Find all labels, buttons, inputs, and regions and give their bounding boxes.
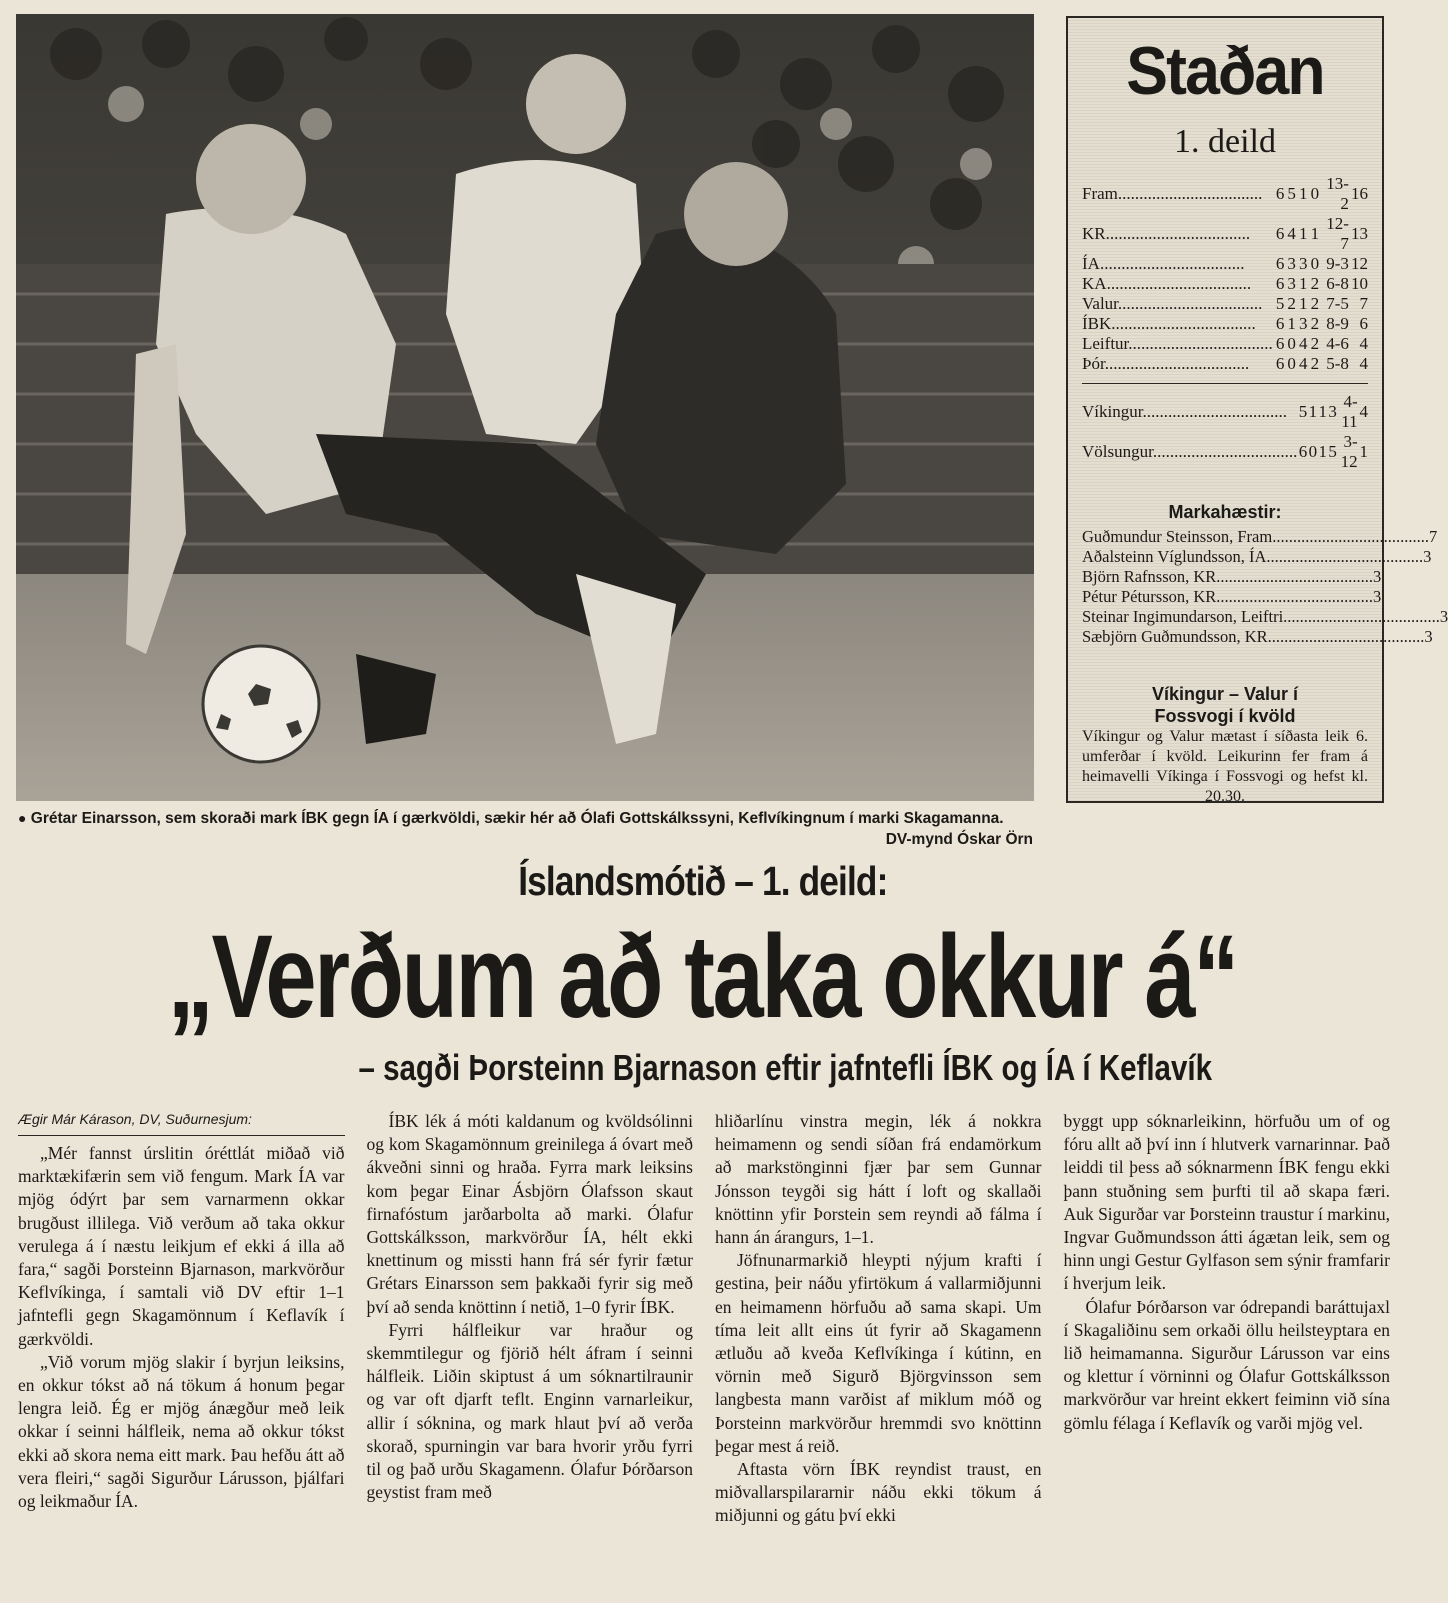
losses: 2: [1310, 314, 1320, 333]
draws: 1: [1299, 274, 1308, 293]
article-column-2: [367, 1110, 694, 1603]
team-label: Fram: [1082, 184, 1118, 203]
points: 16: [1351, 184, 1368, 203]
team-label: ÍBK: [1082, 314, 1112, 333]
top-scorers-title: Markahæstir:: [1168, 502, 1282, 522]
table-row: [1082, 354, 1368, 374]
goal-record: 12-7: [1326, 214, 1349, 253]
points: 12: [1351, 254, 1368, 273]
goal-record: 7-5: [1326, 294, 1349, 313]
team-label: Þór: [1082, 354, 1105, 373]
games-played: 6: [1275, 184, 1285, 203]
paragraph: „Við vorum mjög slakir í byrjun leiksins, en okkur tókst að ná tökum á honum þegar lengra leið. Ég er mjög ánægður með leik okkar í seinni hálfleik, nema að okkur tókst ekki að skora nema eitt mark. Þau hefðu átt að vera fleiri,“ sagði Sigurður Lárusson, þjálfari og leikmaður ÍA.: [18, 1351, 345, 1512]
points: 13: [1351, 224, 1368, 243]
paragraph: Ólafur Þórðarson var ódrepandi baráttujaxl í Skagaliðinu sem orkaði öllu heilsteyptara en lið heimamanna. Sigurður Lárusson var eins og klettur í vörninni og Ólafur Gottskálksson markvörður var hreint ekkert feiminn við sína gömlu félaga í Keflavík og varði mjög vel.: [1063, 1296, 1390, 1433]
scorer-goals: 3: [1439, 607, 1448, 626]
top-scorers-list: [1082, 527, 1448, 647]
article-column-4: [1064, 1110, 1391, 1603]
scorer-name: Steinar Ingimundarson, Leiftri: [1082, 607, 1284, 626]
goal-record: 8-9: [1326, 314, 1349, 333]
leader-dots: ..................................: [1105, 224, 1251, 243]
wins: 1: [1308, 402, 1318, 421]
scorer-row: [1082, 527, 1438, 547]
goal-record: 4-6: [1326, 334, 1349, 353]
goal-record: 13-2: [1326, 174, 1349, 213]
paragraph: hliðarlínu vinstra megin, lék á nokkra heimamenn og sendi síðan frá endamörkum að markstönginni fjær þar sem Gunnar Jónsson teygði sig hátt í loft og skallaði knöttinn yfir Þorstein sem reyndi að fálma í hann án árangurs, 1–1.: [715, 1111, 1042, 1248]
leader-dots: ..................................: [1117, 294, 1263, 313]
leader-dots: ..................................: [1128, 334, 1273, 353]
losses: 0: [1310, 254, 1320, 273]
match-notice-title: [1082, 683, 1368, 727]
draws: 3: [1299, 314, 1308, 333]
paragraph: Aftasta vörn ÍBK reyndist traust, en miðvallarspilararnir náðu ekki tökum á miðjunni og gátu því ekki: [715, 1459, 1042, 1526]
match-notice-body: Víkingur og Valur mætast í síðasta leik 6. umferðar í kvöld. Leikurinn fer fram á heimavelli Víkinga í Fossvogi og hefst kl. 20.30.: [1082, 728, 1368, 805]
leader-dots: ......................................: [1267, 627, 1425, 646]
match-notice-title-line1: Víkingur – Valur í: [1151, 684, 1299, 704]
paragraph: ÍBK lék á móti kaldanum og kvöldsólinni og kom Skagamönnum greinilega á óvart með ákveðni sinni og hraða. Fyrra mark leiksins kom þegar Einar Ásbjörn Ólafsson skaut firnafóstum jarðarbolta að marki. Ólafur Gottskálksson, markvörður ÍA, hélt ekki knettinum og missti hann frá sér fyrir fætur Grétars Einarsson sem þakkaði fyrir sig með því að senda knöttinn í netið, 1–0 fyrir ÍBK.: [366, 1111, 693, 1317]
standings-box: [1066, 16, 1448, 805]
games-played: 6: [1275, 254, 1285, 273]
losses: 1: [1310, 224, 1320, 243]
table-row: [1082, 294, 1368, 314]
team-label: ÍA: [1082, 254, 1100, 273]
photo-credit: DV-mynd Óskar Örn: [885, 831, 1033, 848]
leader-dots: ..................................: [1117, 184, 1263, 203]
draws: 1: [1299, 184, 1308, 203]
games-played: 6: [1275, 314, 1285, 333]
team-name: [1082, 314, 1273, 334]
draws: 1: [1318, 442, 1327, 461]
points: 4: [1359, 402, 1368, 421]
table-row: [1082, 432, 1368, 472]
team-label: Valur: [1082, 294, 1118, 313]
goal-record: 5-8: [1326, 354, 1349, 373]
leader-dots: ......................................: [1272, 527, 1429, 546]
table-row: [1082, 254, 1368, 274]
article-kicker: Íslandsmótið – 1. deild:: [518, 858, 888, 904]
table-row: [1082, 274, 1368, 294]
team-name: [1082, 274, 1273, 294]
paragraph: byggt upp sóknarleikinn, hörfuðu um of og fóru allt að því inn í hlutverk varnarinnar. Það leiddi til þess að sóknarmenn ÍBK fengu ekki þann stuðning sem þurfti til að skapa færi. Auk Sigurðar var Þorsteinn traustur í markinu, Ingvar Guðmundsson átti ágætan leik, sem og hinn ungi Gestur Gylfason sem sýnir framfarir í hverjum leik.: [1063, 1111, 1390, 1294]
leader-dots: ..................................: [1106, 274, 1252, 293]
scorer-goals: 3: [1423, 547, 1432, 566]
wins: 2: [1287, 294, 1296, 313]
team-name: [1082, 254, 1273, 274]
league-name: 1. deild: [1174, 123, 1276, 160]
leader-dots: ......................................: [1266, 547, 1424, 566]
team-name: [1082, 174, 1273, 214]
scorer-goals: 3: [1373, 587, 1382, 606]
draws: 3: [1299, 254, 1308, 273]
scorer-goals: 3: [1424, 627, 1433, 646]
scorer-name: Guðmundur Steinsson, Fram: [1082, 527, 1273, 546]
draws: 4: [1299, 354, 1308, 373]
draws: 4: [1299, 334, 1308, 353]
leader-dots: ......................................: [1216, 587, 1374, 606]
league-table-bottom: [1082, 392, 1368, 472]
scorer-name: Aðalsteinn Víglundsson, ÍA: [1082, 547, 1267, 566]
match-notice-title-line2: Fossvogi í kvöld: [1154, 706, 1296, 726]
scorer-row: [1082, 607, 1448, 627]
article-column-1: [18, 1110, 345, 1603]
team-name: [1082, 432, 1297, 472]
points: 1: [1359, 442, 1368, 461]
table-divider: [1082, 383, 1368, 384]
draws: 1: [1318, 402, 1327, 421]
games-played: 5: [1298, 402, 1308, 421]
team-label: Leiftur: [1082, 334, 1129, 353]
losses: 2: [1310, 274, 1320, 293]
paragraph: Jöfnunarmarkið hleypti nýjum krafti í gestina, þeir náðu yfirtökum á vallarmiðjunni en heimamenn hörfuðu að sama skapi. Um tíma leit allt eins út fyrir að Skagamenn ætluðu að kveða Keflvíkinga í kútinn, en vörnin með Sigurð Björgvinsson sem langbesta mann varðist af miklum móð og Þorsteinn markvörður hremmdi svo knöttinn þegar mest á reið.: [715, 1250, 1042, 1456]
points: 6: [1359, 314, 1368, 333]
team-label: KR: [1082, 224, 1106, 243]
wins: 3: [1287, 254, 1296, 273]
article-headline: „Verðum að taka okkur á“: [167, 911, 1237, 1043]
leader-dots: ......................................: [1216, 567, 1374, 586]
team-name: [1082, 294, 1273, 314]
standings-title: Staðan: [1126, 33, 1324, 109]
byline: Ægir Már Kárason, DV, Suðurnesjum:: [18, 1110, 345, 1136]
wins: 4: [1287, 224, 1296, 243]
games-played: 5: [1275, 294, 1285, 313]
table-row: [1082, 174, 1368, 214]
caption-text: Grétar Einarsson, sem skoraði mark ÍBK gegn ÍA í gærkvöldi, sækir hér að Ólafi Gottskálkssyni, Keflvíkingnum í marki Skagamanna.: [30, 810, 1004, 827]
article-body: [18, 1110, 1390, 1603]
wins: 5: [1287, 184, 1296, 203]
losses: 5: [1328, 442, 1337, 461]
match-photo-illustration: [16, 14, 1034, 801]
draws: 1: [1299, 294, 1308, 313]
leader-dots: ..................................: [1104, 354, 1250, 373]
match-photo: [16, 14, 1034, 801]
scorer-row: [1082, 567, 1382, 587]
losses: 2: [1310, 334, 1320, 353]
scorer-goals: 7: [1428, 527, 1438, 546]
team-label: Völsungur: [1082, 442, 1153, 461]
article-subhead: – sagði Þorsteinn Bjarnason eftir jafntefli ÍBK og ÍA í Keflavík: [358, 1047, 1212, 1088]
draws: 1: [1299, 224, 1308, 243]
caption-bullet: ●: [18, 810, 27, 826]
table-row: [1082, 214, 1368, 254]
leader-dots: ......................................: [1283, 607, 1440, 626]
photo-caption: [18, 808, 1033, 850]
leader-dots: ..................................: [1142, 402, 1287, 421]
article-subhead-wrap: [218, 1046, 1370, 1090]
scorer-goals: 3: [1373, 567, 1382, 586]
scorer-row: [1082, 547, 1432, 567]
article-column-3: [715, 1110, 1042, 1603]
leader-dots: ..................................: [1152, 442, 1298, 461]
scorer-row: [1082, 627, 1433, 647]
points: 4: [1359, 334, 1368, 353]
team-name: [1082, 214, 1273, 254]
goal-record: 9-3: [1326, 254, 1349, 273]
losses: 2: [1310, 294, 1320, 313]
points: 4: [1359, 354, 1368, 373]
scorer-name: Sæbjörn Guðmundsson, KR: [1082, 627, 1268, 646]
losses: 3: [1328, 402, 1337, 421]
team-name: [1082, 334, 1273, 354]
goal-record: 3-12: [1340, 432, 1358, 471]
league-table: [1082, 174, 1368, 374]
leader-dots: ..................................: [1111, 314, 1256, 333]
losses: 2: [1310, 354, 1320, 373]
wins: 0: [1287, 354, 1296, 373]
team-name: [1082, 392, 1297, 432]
games-played: 6: [1275, 274, 1285, 293]
table-row: [1082, 334, 1368, 354]
games-played: 6: [1275, 354, 1285, 373]
leader-dots: ..................................: [1099, 254, 1245, 273]
table-row: [1082, 392, 1368, 432]
wins: 3: [1287, 274, 1296, 293]
scorer-name: Pétur Pétursson, KR: [1082, 587, 1217, 606]
goal-record: 6-8: [1326, 274, 1349, 293]
table-row: [1082, 314, 1368, 334]
scorer-name: Björn Rafnsson, KR: [1082, 567, 1217, 586]
wins: 0: [1287, 334, 1296, 353]
points: 7: [1359, 294, 1368, 313]
paragraph: „Mér fannst úrslitin óréttlát miðað við marktækifærin sem við fengum. Mark ÍA var mjög ódýrt þar sem varnarmenn okkar brugðust illilega. Við verðum að taka okkur verulega á í næstu leikjum ef ekki á illa að fara,“ sagði Þorsteinn Bjarnason, markvörður Keflvíkinga, í samtali við DV eftir 1–1 jafntefli gegn Skagamönnum í Keflavík í gærkvöldi.: [18, 1143, 345, 1349]
wins: 0: [1308, 442, 1318, 461]
scorer-row: [1082, 587, 1382, 607]
goal-record: 4-11: [1341, 392, 1358, 431]
games-played: 6: [1298, 442, 1308, 461]
points: 10: [1351, 274, 1368, 293]
wins: 1: [1287, 314, 1296, 333]
team-label: Víkingur: [1082, 402, 1143, 421]
games-played: 6: [1275, 334, 1285, 353]
games-played: 6: [1275, 224, 1285, 243]
team-label: KA: [1082, 274, 1107, 293]
team-name: [1082, 354, 1273, 374]
losses: 0: [1310, 184, 1320, 203]
paragraph: Fyrri hálfleikur var hraður og skemmtilegur og fjörið hélt áfram í seinni hálfleik. Liðin skiptust á um sóknartilraunir og var oft djarft teflt. Enginn varnarleikur, allir í sóknina, og mark hlaut því að verða skorað, spurningin var bara hvorir yrðu fyrri til og það urðu Skagamenn. Ólafur Þórðarson geystist fram með: [366, 1319, 693, 1503]
